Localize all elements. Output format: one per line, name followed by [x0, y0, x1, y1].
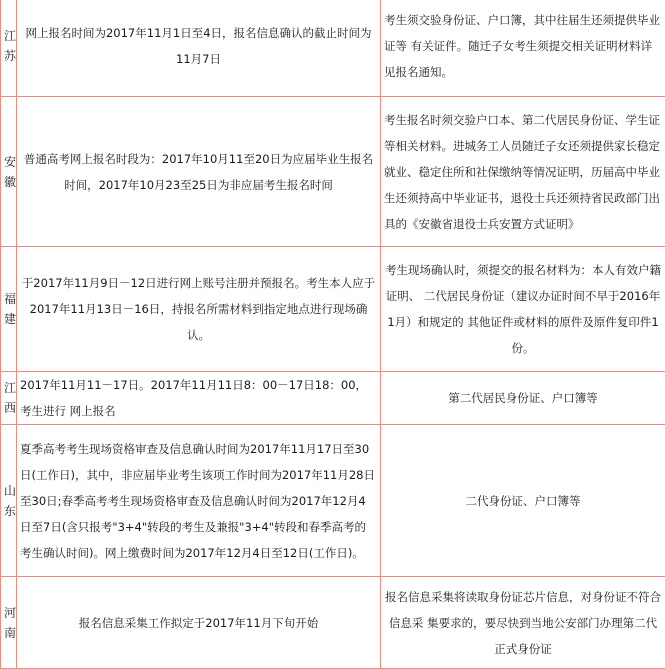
table-row [1, 247, 665, 372]
province-cell: 河南 [1, 577, 17, 669]
registration-time-cell: 夏季高考考生现场资格审查及信息确认时间为2017年11月17日至30日(工作日)，其中，非应届毕业考生该项工作时间为2017年11月28日至30日;春季高考考生现场资格审查及信息确认时间为2017年12月4日至7日(含只报考"3+4"转段的考生及兼报"3+4"转段和春季高考的考生确认时间)。网上缴费时间为2017年12月4日至12日(工作日)。 [17, 425, 381, 577]
registration-time-cell: 于2017年11月9日－12日进行网上账号注册并预报名。考生本人应于2017年11月13日－16日，持报名所需材料到指定地点进行现场确认。 [17, 247, 381, 372]
table-row [1, 97, 665, 247]
table-row [1, 372, 665, 425]
required-documents-cell: 考生现场确认时，须提交的报名材料为：本人有效户籍证明、 二代居民身份证（建议办证时间不早于2016年1月）和规定的 其他证件或材料的原件及原件复印件1份。 [381, 247, 665, 372]
required-documents-cell: 报名信息采集将读取身份证芯片信息，对身份证不符合信息采 集要求的，要尽快到当地公安部门办理第二代正式身份证 [381, 577, 665, 669]
table-row [1, 577, 665, 669]
registration-time-cell: 报名信息采集工作拟定于2017年11月下旬开始 [17, 577, 381, 669]
required-documents-cell: 二代身份证、户口簿等 [381, 425, 665, 577]
required-documents-cell: 考生报名时须交验户口本、第二代居民身份证、学生证等相关材料。进城务工人员随迁子女还须提供家长稳定就业、稳定住所和社保缴纳等情况证明，历届高中毕业生还须持高中毕业证书，退役士兵还须持省民政部门出具的《安徽省退役士兵安置方式证明》 [381, 97, 665, 247]
registration-time-cell: 2017年11月11－17日。2017年11月11日8：00－17日18：00，考生进行 网上报名 [17, 372, 381, 425]
province-cell: 安徽 [1, 97, 17, 247]
table-row [1, 0, 665, 97]
province-cell: 山东 [1, 425, 17, 577]
required-documents-cell: 考生须交验身份证、户口簿，其中往届生还须提供毕业证等 有关证件。随迁子女考生须提交相关证明材料详见报名通知。 [381, 0, 665, 97]
province-cell: 福建 [1, 247, 17, 372]
registration-time-cell: 网上报名时间为2017年11月1日至4日，报名信息确认的截止时间为11月7日 [17, 0, 381, 97]
required-documents-cell: 第二代居民身份证、户口簿等 [381, 372, 665, 425]
table-row [1, 425, 665, 577]
province-cell: 江苏 [1, 0, 17, 97]
registration-time-cell: 普通高考网上报名时段为：2017年10月11至20日为应届毕业生报名时间，2017年10月23至25日为非应届考生报名时间 [17, 97, 381, 247]
province-cell: 江西 [1, 372, 17, 425]
